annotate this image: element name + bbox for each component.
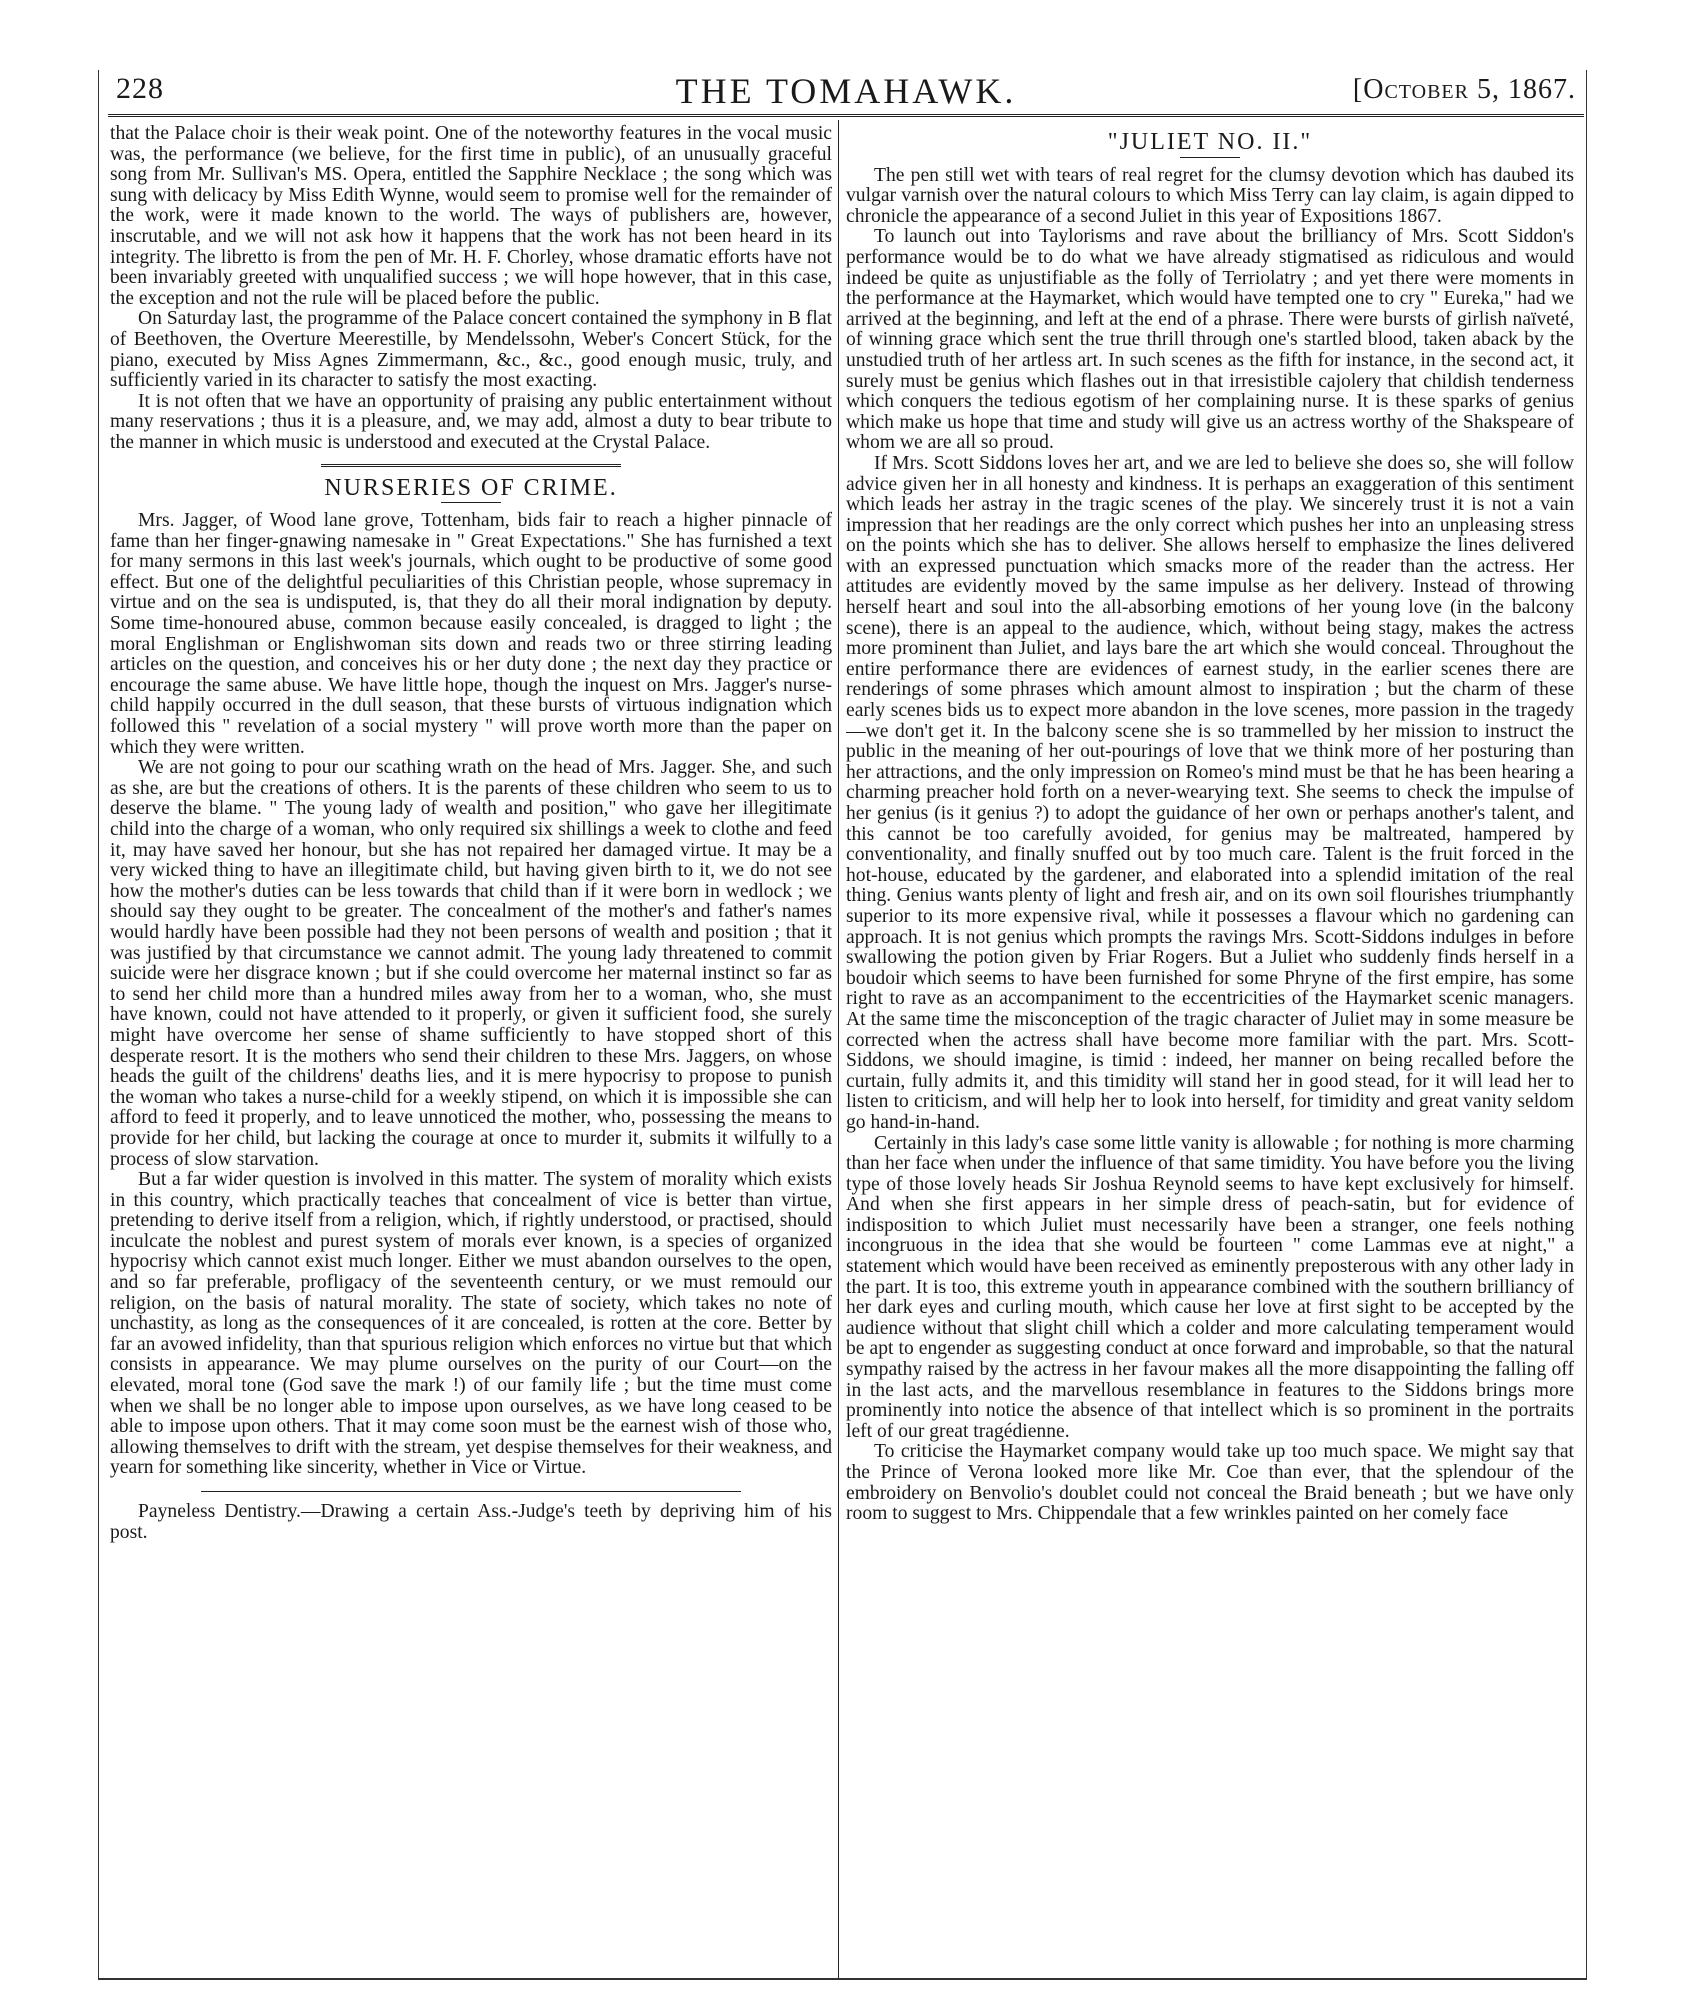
article-paragraph: It is not often that we have an opportunity of praising any public entertainment without many reservations ; thus it is a pleasure, and, we may add, almost a duty to bear tribute to the manner in which music is understood and executed at the Crystal Palace. (110, 390, 832, 453)
heading-short-rule (1180, 157, 1240, 158)
page-frame-left-rule (98, 70, 99, 1980)
left-column (110, 124, 832, 1976)
section-double-rule (321, 464, 621, 470)
juliet-heading: "JULIET NO. II." (1107, 129, 1313, 155)
article-paragraph: Mrs. Jagger, of Wood lane grove, Tottenham, bids fair to reach a higher pinnacle of fame than her finger-gnawing namesake in " Great Expectations." She has furnished a text for many sermons in this last week's journals, which ought to be productive of some good effect. But one of the delightful peculiarities of this Christian people, whose supremacy in virtue and on the sea is undisputed, is, that they do all their moral indignation by deputy. Some time-honoured abuse, common because easily concealed, is dragged to light ; the moral Englishman or Englishwoman sits down and reads two or three stirring leading articles on the question, and conceives his or her duty done ; the next day they practice or encourage the same abuse. We have little hope, though the inquest on Mrs. Jagger's nurse-child happily occurred in the dull season, that these bursts of virtuous indignation which followed this " revelation of a social mystery " will prove worth more than the paper on which they were written. (110, 510, 832, 758)
article-paragraph: If Mrs. Scott Siddons loves her art, and we are led to believe she does so, she will follow advice given her in all honesty and kindness. It is perhaps an exaggeration of this sentiment which leads her astray in the tragic scenes of the play. We sincerely trust it is not a vain impression that her readings are the only correct which pushes her into an unpleasing stress on the points which she has to deliver. She allows herself to emphasize the lines delivered with an expressed punctuation which smacks more of the reader than the actress. Her attitudes are evidently moved by the same impulse as her delivery. Instead of throwing herself heart and soul into the all-absorbing emotions of her young love (in the balcony scene), there is an appeal to the audience, which, without being stagy, makes the actress more prominent than Juliet, and lays bare the art which she would conceal. Throughout the entire performance there are evidences of earnest study, in the earlier scenes there are renderings of some phrases which amount almost to inspiration ; but the charm of these early scenes bids us to expect more abandon in the love scenes, more passion in the tragedy—we don't get it. In the balcony scene she is so trammelled by her mission to instruct the public in the meaning of her out-pourings of love that we think more of her posturing than her attractions, and the only impression on Romeo's mind must be that he has been hearing a charming preacher hold forth on a never-wearying text. She seems to check the impulse of her genius (is it genius ?) to adopt the guidance of her own or perhaps another's talent, and this cannot be too carefully avoided, for genius may be maltreated, hampered by conventionality, and finally snuffed out by too much care. Talent is the fruit forced in the hot-house, educated by the gardener, and elaborated into a splendid imitation of the real thing. Genius wants plenty of light and fresh air, and on its own soil flourishes triumphantly superior to its more expensive rival, while it possesses a flavour which no gardening can approach. It is not genius which prompts the ravings Mrs. Scott-Siddons indulges in before swallowing the potion given by Friar Rogers. But a Juliet who suddenly finds herself in a boudoir which seems to have been furnished for some Phryne of the first empire, has some right to rave as an accompaniment to the eccentricities of the Haymarket scenic managers. At the same time the misconception of the tragic character of Juliet may in some measure be corrected when the actress shall have become more familiar with the part. Mrs. Scott-Siddons, we should imagine, is timid : indeed, her manner on being recalled before the curtain, fully admits it, and this timidity will stand her in good stead, for it will lead her to listen to criticism, and will help her to look into herself, for timidity and great vanity seldom go hand-in-hand. (846, 452, 1574, 1133)
issue-date: [October 5, 1867. (1352, 74, 1576, 105)
article-paragraph: We are not going to pour our scathing wrath on the head of Mrs. Jagger. She, and such as she, are but the creations of others. It is the parents of these children who seem to us to deserve the blame. " The young lady of wealth and position," who gave her illegitimate child into the charge of a woman, who only required six shillings a week to clothe and feed it, may have saved her honour, but she has not repaired her damaged virtue. It may be a very wicked thing to have an illegitimate child, but having given birth to it, we do not see how the mother's duties can be less towards that child than if it were born in wedlock ; we should say they ought to be greater. The concealment of the mother's and father's names would hardly have been possible had they not been persons of wealth and position ; that it was justified by that circumstance we cannot admit. The young lady threatened to commit suicide were her disgrace known ; but if she could overcome her maternal instinct so far as to send her child more than a hundred miles away from her to a woman, who, she must have known, could not have attended to it properly, or given it sufficient food, she surely might have overcome her sense of shame sufficiently to have stopped short of this desperate resort. It is the mothers who send their children to these Mrs. Jaggers, on whose heads the guilt of the childrens' deaths lies, and it is mere hypocrisy to propose to punish the woman who takes a nurse-child for a weekly stipend, on which it is impossible she can afford to feed it properly, and to leave unnoticed the mother, who, possessing the means to provide for her child, but lacking the courage at once to murder it, submits it wilfully to a process of slow starvation. (110, 757, 832, 1170)
right-column (846, 124, 1574, 1976)
page-number: 228 (116, 72, 164, 105)
article-paragraph: The pen still wet with tears of real regret for the clumsy devotion which has daubed its vulgar varnish over the natural colours to which Miss Terry can lay claim, is again dipped to chronicle the appearance of a second Juliet in this year of Expositions 1867. (846, 164, 1574, 227)
page-frame-right-rule (1586, 70, 1587, 1980)
page-bottom-rule (98, 1978, 1587, 1980)
article-paragraph: But a far wider question is involved in this matter. The system of morality which exists in this country, which practically teaches that concealment of vice is better than virtue, pretending to derive itself from a religion, which, if rightly understood, or practised, should inculcate the noblest and purest system of morals ever known, is a species of organized hypocrisy which cannot exist much longer. Either we must abandon ourselves to the open, and so far preferable, profligacy of the seventeenth century, or we must remould our religion, on the basis of natural morality. The state of society, which takes no note of unchastity, as long as the consequences of it are concealed, is rotten at the core. Better by far an avowed infidelity, than that spurious religion which enforces no virtue but that which consists in appearance. We may plume ourselves on the purity of our Court—on the elevated, moral tone (God save the mark !) of our family life ; but the time must come when we shall be no longer able to impose upon ourselves, as we have long ceased to be able to impose upon others. That it may come soon must be the earnest wish of those who, allowing themselves to drift with the stream, yet despise themselves for their weakness, and yearn for something like sincerity, whether in Vice or Virtue. (110, 1169, 832, 1479)
article-paragraph: Certainly in this lady's case some little vanity is allowable ; for nothing is more charming than her face when under the influence of that same timidity. You have before you the living type of those lovely heads Sir Joshua Reynold seems to have kept exclusively for himself. And when she first appears in her simple dress of peach-satin, but for evidence of indisposition to which Juliet must necessarily have been a stranger, one feels nothing incongruous in the idea that she would be fourteen " come Lammas eve at night," a statement which would have been received as eminently preposterous with any other lady in the part. It is too, this extreme youth in appearance combined with the southern brilliancy of her dark eyes and curling mouth, which cause her love at first sight to be accepted by the audience without that slight chill which a colder and more calculating temperament would be apt to engender as suggesting conduct at once forward and improbable, so that the natural sympathy raised by the actress in her favour makes all the more disappointing the falling off in the last acts, and the marvellous resemblance in features to the Siddons brings more prominently into notice the absence of that intellect which is so prominent in the portraits left of our great tragédienne. (846, 1132, 1574, 1442)
paragraph-note: Payneless Dentistry.—Drawing a certain Ass.-Judge's teeth by depriving him of his post. (110, 1501, 832, 1543)
article-paragraph: To criticise the Haymarket company would take up too much space. We might say that the Prince of Verona looked more like Mr. Coe than ever, that the splendour of the embroidery on Benvolio's doublet could not conceal the Braid beneath ; but we have only room to suggest to Mrs. Chippendale that a few wrinkles painted on her comely face (846, 1441, 1574, 1525)
article-paragraph: that the Palace choir is their weak point. One of the noteworthy features in the vocal music was, the performance (we believe, for the first time in public), of an unusually graceful song from Mr. Sullivan's MS. Opera, entitled the Sapphire Necklace ; the song which was sung with delicacy by Miss Edith Wynne, would seem to promise well for the remainder of the work, were it made known to the world. The ways of publishers are, however, inscrutable, and we will not ask how it happens that the work has not been heard in its integrity. The libretto is from the pen of Mr. H. F. Chorley, whose dramatic efforts have not been invariably greeted with unqualified success ; we will hope however, that in this case, the exception and not the rule will be placed before the public. (110, 124, 832, 309)
column-divider (838, 120, 839, 1978)
heading-short-rule (441, 502, 501, 503)
article-paragraph: To launch out into Taylorisms and rave about the brilliancy of Mrs. Scott Siddon's performance would be to do what we have already stigmatised as ridiculous and would indeed be quite as unjustifiable as the folly of Terriolatry ; and yet there were moments in the performance at the Haymarket, which would have tempted one to cry " Eureka," had we arrived at the beginning, and left at the end of a phrase. There were bursts of girlish naïveté, of winning grace which sent the true thrill through one's startled blood, taken aback by the unstudied truth of her artless art. In such scenes as the fifth for instance, in the second act, it surely must be genius which flashes out in that irresistible cajolery that childish tenderness which conquers the tedious egotism of her complaining nurse. It is these sparks of genius which make us hope that time and study will give us an actress worthy of the Shakspeare of whom we are all so proud. (846, 226, 1574, 454)
section-rule (201, 1491, 741, 1492)
article-paragraph: On Saturday last, the programme of the Palace concert contained the symphony in B flat of Beethoven, the Overture Meerestille, by Mendelssohn, Weber's Concert Stück, for the piano, executed by Miss Agnes Zimmermann, &c., &c., good enough music, truly, and sufficiently varied in its character to satisfy the most exacting. (110, 308, 832, 392)
nurseries-heading: NURSERIES OF CRIME. (324, 474, 618, 501)
masthead (108, 70, 1584, 117)
newspaper-title: THE TOMAHAWK. (675, 71, 1017, 111)
